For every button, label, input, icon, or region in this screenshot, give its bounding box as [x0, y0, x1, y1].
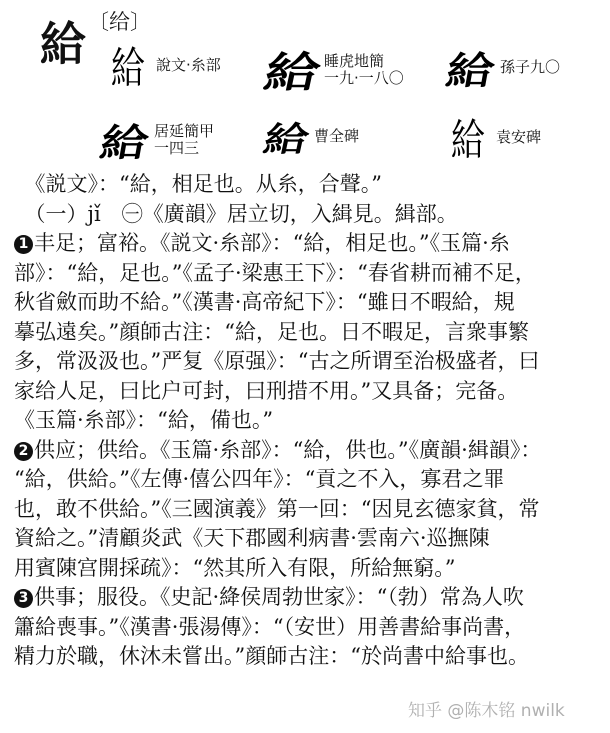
glyph-form-shuihudi	[259, 40, 404, 100]
watermark: 知乎 @陈木铭 nwilk	[408, 701, 565, 721]
sense-number-2: 2	[14, 442, 33, 461]
heading-simplified-label: 〔给〕	[88, 10, 151, 34]
glyph-form-juyan	[96, 112, 215, 167]
glyph-form-sunzi	[442, 40, 561, 95]
brush-glyph: 給	[442, 48, 499, 93]
dictionary-entry-body	[14, 170, 600, 672]
text-line: 精力於職，休沐未嘗出。”顔師古注：“於尚書中給事也。	[14, 644, 529, 668]
glyph-source: 說文·糸部	[156, 56, 221, 74]
text-line: 部》：“給，足也。”《孟子·梁惠王下》：“春省耕而補不足，	[14, 260, 536, 285]
brush-glyph: 給	[96, 120, 153, 165]
glyph-form-yuanan	[450, 112, 542, 166]
text-line: （一）jǐ ㊀《廣韻》居立切，入緝見。緝部。	[14, 201, 458, 226]
sense-1-line: 1 丰足；富裕。《説文·糸部》：“給，相足也。”《玉篇·糸	[14, 229, 600, 259]
text-line: 簫給喪事。”《漢書·張湯傳》：“（安世）用善書給事尚書，	[14, 614, 526, 639]
glyph-form-caoquan	[259, 112, 360, 161]
glyph-forms-panel	[0, 0, 610, 170]
sense-number-3: 3	[14, 589, 33, 608]
text-line: 用賓陳宫開採疏》：“然其所入有限，所給無窮。”	[14, 555, 456, 580]
glyph-source: 袁安碑	[496, 128, 542, 146]
text-line: 秋省斂而助不給。”《漢書·高帝紀下》：“雖日不暇給，規	[14, 290, 515, 314]
glyph-form-shuowen	[110, 40, 221, 94]
glyph-source: 曹全碑	[314, 127, 360, 145]
text-line: 《玉篇·糸部》：“給，備也。”	[14, 408, 274, 432]
sense-3-line: 3 供事；服役。《史記·絳侯周勃世家》：“（勃）常為人吹	[14, 583, 600, 613]
text-line: 摹弘遠矣。”顔師古注：“給，足也。日不暇足，言衆事繁	[14, 319, 529, 344]
sense-2-line: 2 供应；供给。《玉篇·糸部》：“給，供也。”《廣韻·緝韻》：	[14, 436, 600, 466]
text-line: 多，常汲汲也。”严复《原强》：“古之所谓至治极盛者，曰	[14, 349, 540, 373]
glyph-source: 睡虎地簡 一九·一八〇	[324, 52, 404, 87]
seal-glyph: 給	[110, 44, 146, 94]
glyph-source: 孫子九〇	[500, 58, 561, 76]
text-line: 資給之。”清顧炎武《天下郡國利病書·雲南六·巡撫陳	[14, 526, 490, 550]
glyph-source: 居延簡甲 一四三	[154, 121, 215, 157]
text-line: 《説文》：“給，相足也。从糸，合聲。”	[14, 172, 382, 196]
heading-character: 給	[40, 17, 86, 71]
clerical-glyph: 給	[259, 120, 313, 160]
bamboo-glyph: 給	[259, 48, 325, 97]
text-line: “給，供給。”《左傳·僖公四年》：“貢之不入，寡君之罪	[14, 467, 505, 491]
sense-number-1: 1	[14, 235, 33, 254]
seal-glyph: 給	[450, 116, 486, 166]
text-line: 也，敢不供給。”《三國演義》第一回：“因見玄德家貧，常	[14, 496, 540, 521]
text-line: 家给人足，曰比户可封，曰刑措不用。”又具备；完备。	[14, 378, 519, 403]
